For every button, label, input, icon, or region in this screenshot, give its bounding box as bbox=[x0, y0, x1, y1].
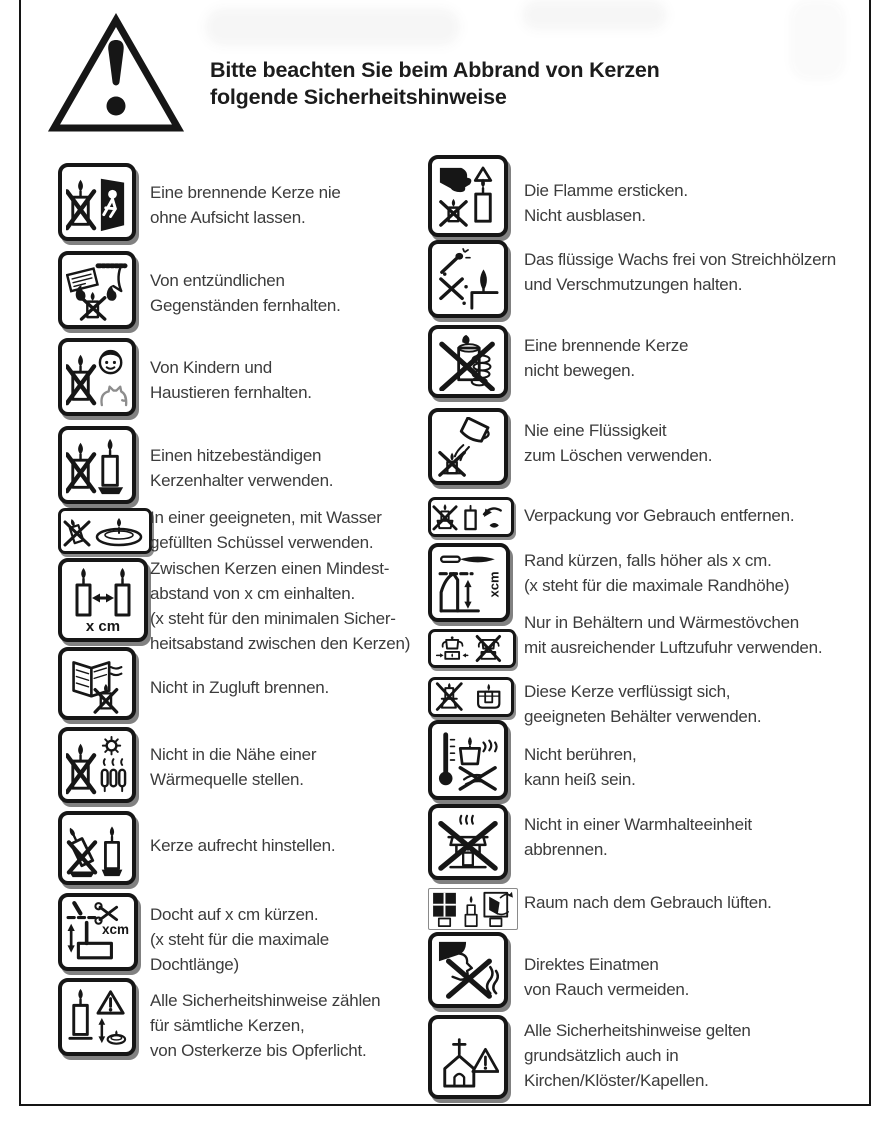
caption-line: Nicht in Zugluft brennen. bbox=[150, 678, 329, 697]
keep-from-children-pets-pictogram bbox=[58, 338, 136, 416]
caption-line: Eine brennende Kerze bbox=[524, 336, 689, 355]
water-bowl-pictogram bbox=[58, 508, 152, 554]
caption-line: Raum nach dem Gebrauch lüften. bbox=[524, 893, 772, 912]
no-food-warmer-pictogram bbox=[428, 804, 508, 880]
caption-line: heitsabstand zwischen den Kerzen) bbox=[150, 634, 411, 653]
no-unattended-candle-pictogram bbox=[58, 163, 136, 241]
caption-line: grundsätzlich auch in bbox=[524, 1046, 679, 1065]
caption-line: Kirchen/Klöster/Kapellen. bbox=[524, 1071, 709, 1090]
caption-line: (x steht für die maximale bbox=[150, 930, 329, 949]
scan-smudge bbox=[522, 0, 667, 30]
do-not-touch-hot-pictogram bbox=[428, 720, 508, 800]
caption-line: Haustieren fernhalten. bbox=[150, 383, 312, 402]
caption-line: Nicht in einer Warmhalteeinheit bbox=[524, 815, 752, 834]
caption-line: Wärmequelle stellen. bbox=[150, 770, 304, 789]
keep-from-children-pets-icon bbox=[66, 346, 128, 408]
smother-flame-pictogram bbox=[428, 155, 508, 237]
rim-height-label: xcm bbox=[486, 571, 502, 598]
caption-line: Alle Sicherheitshinweise zählen bbox=[150, 991, 381, 1010]
caption-line: und Verschmutzungen halten. bbox=[524, 275, 743, 294]
caption-ventilate bbox=[524, 890, 874, 915]
caption-line: Alle Sicherheitshinweise gelten bbox=[524, 1021, 751, 1040]
caption-line: Nicht ausblasen. bbox=[524, 206, 646, 225]
upright-candle-icon bbox=[66, 818, 128, 878]
air-supply-warmer-icon bbox=[432, 633, 512, 664]
do-not-touch-hot-icon bbox=[437, 729, 499, 791]
liquefying-candle-icon bbox=[432, 681, 510, 713]
caption-line: Kerzenhalter verwenden. bbox=[150, 471, 334, 490]
candle-distance-icon bbox=[71, 565, 135, 617]
keep-from-flammables-icon bbox=[66, 259, 128, 321]
caption-line: Gegenständen fernhalten. bbox=[150, 296, 341, 315]
no-liquid-extinguish-icon bbox=[437, 417, 499, 477]
title-line-2: folgende Sicherheitshinweise bbox=[210, 85, 507, 109]
caption-not-touch bbox=[524, 742, 874, 792]
caption-line: mit ausreichender Luftzufuhr verwenden. bbox=[524, 638, 823, 657]
caption-line: (x steht für die maximale Randhöhe) bbox=[524, 576, 790, 595]
caption-line: Nur in Behältern und Wärmestövchen bbox=[524, 613, 799, 632]
caption-line: Von Kindern und bbox=[150, 358, 272, 377]
keep-from-flammables-pictogram bbox=[58, 251, 136, 329]
caption-line: von Osterkerze bis Opferlicht. bbox=[150, 1041, 367, 1060]
do-not-move-candle-icon bbox=[437, 333, 499, 391]
church-use-icon bbox=[437, 1024, 499, 1090]
caption-line: geeigneten Behälter verwenden. bbox=[524, 707, 762, 726]
do-not-move-candle-pictogram bbox=[428, 325, 508, 398]
upright-candle-pictogram bbox=[58, 811, 136, 885]
heatproof-holder-pictogram bbox=[58, 426, 136, 504]
caption-line: Dochtlänge) bbox=[150, 955, 239, 974]
caption-line: In einer geeigneten, mit Wasser bbox=[150, 508, 382, 527]
caption-no-warmer bbox=[524, 812, 874, 862]
caption-line: gefüllten Schüssel verwenden. bbox=[150, 533, 374, 552]
caption-air-supply bbox=[524, 610, 884, 660]
no-food-warmer-icon bbox=[437, 812, 499, 872]
keep-wax-clean-pictogram bbox=[428, 240, 508, 318]
caption-line: Nie eine Flüssigkeit bbox=[524, 421, 667, 440]
title-line-1: Bitte beachten Sie beim Abbrand von Kerzen bbox=[210, 58, 660, 82]
remove-packaging-icon bbox=[432, 501, 510, 533]
caption-packaging bbox=[524, 503, 874, 528]
caption-line: Eine brennende Kerze nie bbox=[150, 183, 341, 202]
all-candle-types-icon bbox=[66, 986, 128, 1048]
caption-smother bbox=[524, 178, 874, 228]
caption-line: Die Flamme ersticken. bbox=[524, 181, 688, 200]
smother-flame-icon bbox=[437, 164, 499, 228]
no-heat-source-icon bbox=[66, 735, 128, 795]
trim-wick-pictogram bbox=[58, 893, 138, 971]
caption-line: von Rauch vermeiden. bbox=[524, 980, 690, 999]
no-draft-icon bbox=[66, 654, 128, 714]
no-unattended-candle-icon bbox=[66, 171, 128, 233]
air-supply-warmer-pictogram bbox=[428, 629, 516, 668]
no-draft-pictogram bbox=[58, 647, 136, 720]
caption-line: Von entzündlichen bbox=[150, 271, 285, 290]
caption-trim-rim bbox=[524, 548, 874, 598]
ventilate-room-pictogram bbox=[428, 888, 518, 930]
ventilate-room-icon bbox=[431, 890, 515, 928]
caption-liquefying bbox=[524, 679, 874, 729]
keep-wax-clean-icon bbox=[437, 248, 499, 310]
caption-wax-clean bbox=[524, 247, 884, 297]
liquefying-candle-pictogram bbox=[428, 677, 514, 717]
warning-triangle-icon bbox=[46, 12, 186, 136]
water-bowl-icon bbox=[63, 513, 147, 549]
caption-line: nicht bewegen. bbox=[524, 361, 635, 380]
distance-label: x cm bbox=[85, 618, 121, 635]
candle-distance-pictogram bbox=[58, 558, 148, 642]
caption-line: Einen hitzebeständigen bbox=[150, 446, 322, 465]
page-title bbox=[210, 57, 660, 111]
caption-line: ohne Aufsicht lassen. bbox=[150, 208, 306, 227]
wick-length-label: xcm bbox=[101, 922, 129, 937]
caption-line: Nicht berühren, bbox=[524, 745, 637, 764]
no-smoke-inhale-icon bbox=[437, 940, 499, 1000]
caption-line: Verpackung vor Gebrauch entfernen. bbox=[524, 506, 795, 525]
caption-line: Zwischen Kerzen einen Mindest- bbox=[150, 559, 390, 578]
caption-line: Das flüssige Wachs frei von Streichhölzern bbox=[524, 250, 837, 269]
caption-line: (x steht für den minimalen Sicher- bbox=[150, 609, 396, 628]
no-heat-source-pictogram bbox=[58, 727, 136, 803]
no-liquid-extinguish-pictogram bbox=[428, 408, 508, 485]
caption-line: Docht auf x cm kürzen. bbox=[150, 905, 319, 924]
caption-churches bbox=[524, 1018, 874, 1093]
remove-packaging-pictogram bbox=[428, 497, 514, 537]
scan-smudge bbox=[205, 8, 460, 46]
caption-line: für sämtliche Kerzen, bbox=[150, 1016, 305, 1035]
heatproof-holder-icon bbox=[66, 434, 128, 496]
church-use-pictogram bbox=[428, 1015, 508, 1099]
caption-no-liquid bbox=[524, 418, 874, 468]
caption-line: kann heiß sein. bbox=[524, 770, 636, 789]
caption-not-move bbox=[524, 333, 874, 383]
caption-line: Rand kürzen, falls höher als x cm. bbox=[524, 551, 772, 570]
caption-line: zum Löschen verwenden. bbox=[524, 446, 713, 465]
no-smoke-inhale-pictogram bbox=[428, 932, 508, 1008]
trim-rim-pictogram bbox=[428, 543, 510, 622]
all-candle-types-pictogram bbox=[58, 978, 136, 1056]
caption-line: abbrennen. bbox=[524, 840, 608, 859]
scan-smudge bbox=[790, 0, 845, 80]
caption-line: Diese Kerze verflüssigt sich, bbox=[524, 682, 731, 701]
caption-line: abstand von x cm einhalten. bbox=[150, 584, 355, 603]
caption-line: Nicht in die Nähe einer bbox=[150, 745, 317, 764]
caption-no-inhale bbox=[524, 952, 874, 1002]
caption-line: Kerze aufrecht hinstellen. bbox=[150, 836, 336, 855]
caption-line: Direktes Einatmen bbox=[524, 955, 659, 974]
